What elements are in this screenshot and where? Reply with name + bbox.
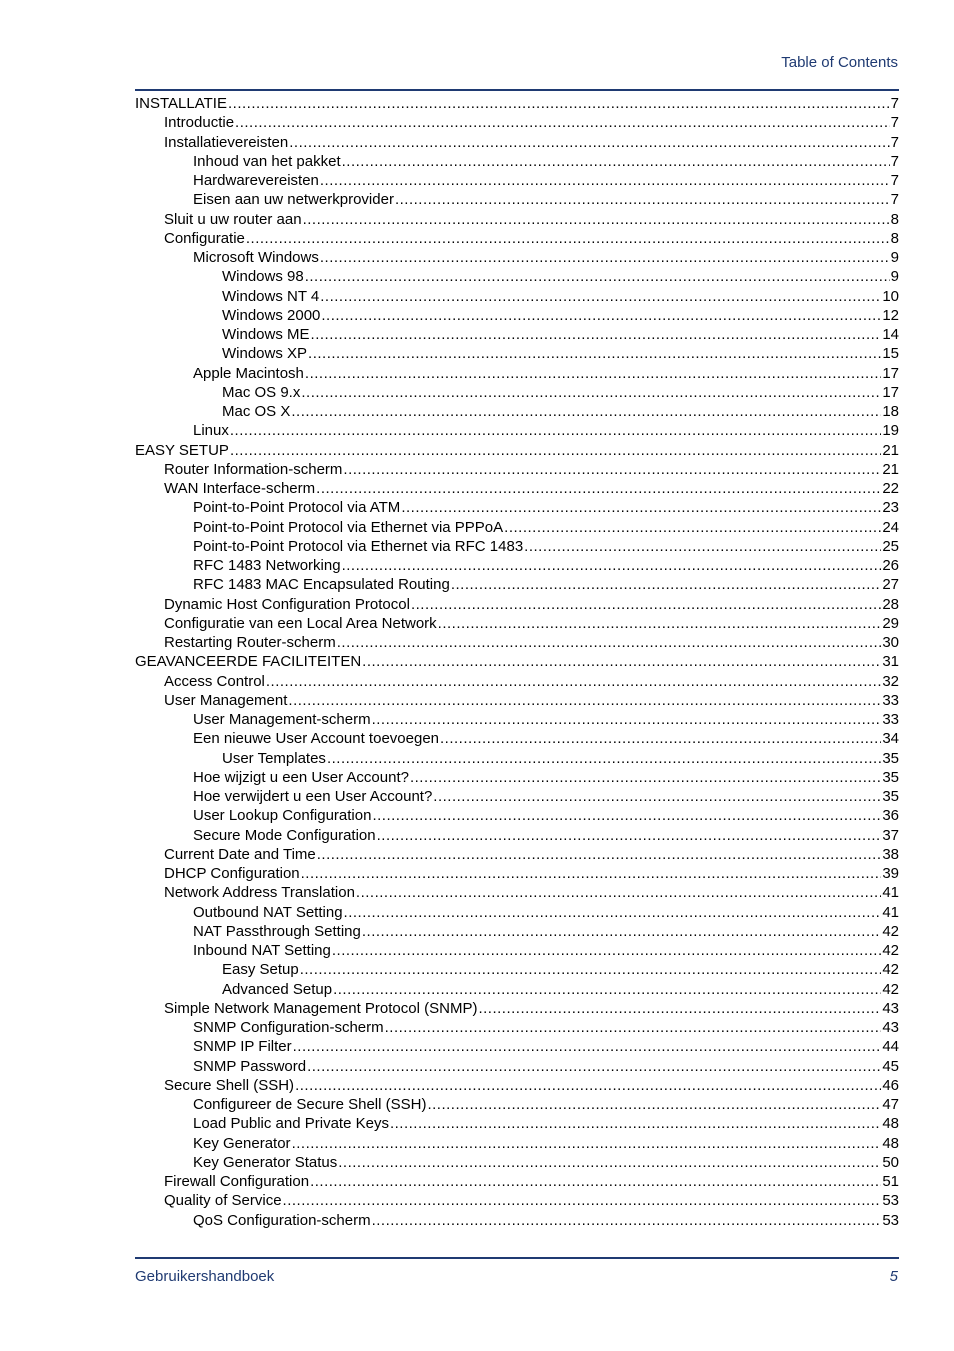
toc-entry-label: NAT Passthrough Setting	[193, 922, 361, 940]
toc-entry-label: Apple Macintosh	[193, 364, 304, 382]
toc-entry-label: Hoe verwijdert u een User Account?	[193, 788, 433, 805]
dot-leader	[289, 133, 889, 152]
toc-entry-label: Firewall Configuration	[164, 1173, 310, 1190]
toc-entry-page: 43	[882, 999, 899, 1017]
toc-entry-label: Easy Setup	[222, 961, 299, 979]
toc-entry-label: Secure Shell (SSH)	[164, 1076, 295, 1094]
toc-entry-label: User Templates	[222, 749, 326, 767]
toc-entry-page: 46	[882, 1076, 899, 1094]
dot-leader	[342, 152, 890, 171]
dot-leader	[344, 903, 882, 922]
toc-entry-label: SNMP Password	[193, 1057, 307, 1075]
dot-leader	[266, 672, 881, 691]
toc-entry[interactable]	[135, 575, 899, 594]
toc-entry[interactable]	[135, 498, 899, 517]
header-rule	[135, 89, 899, 91]
toc-entry-page: 43	[882, 1019, 899, 1036]
toc-entry-page: 21	[882, 460, 899, 478]
toc-entry-page: 18	[882, 403, 899, 420]
dot-leader	[433, 787, 881, 806]
toc-entry[interactable]	[135, 518, 899, 537]
toc-entry-page: 29	[882, 614, 899, 632]
toc-entry-label: User Lookup Configuration	[193, 807, 372, 825]
toc-entry-label: Mac OS X	[222, 403, 291, 420]
toc-entry[interactable]	[135, 364, 899, 383]
toc-entry-label: Key Generator	[193, 1134, 291, 1152]
toc-entry-page: 33	[882, 711, 899, 728]
toc-entry-page: 17	[882, 383, 899, 401]
toc-entry[interactable]	[135, 402, 899, 421]
toc-entry-page: 53	[882, 1192, 899, 1210]
toc-entry[interactable]	[135, 999, 899, 1018]
dot-leader	[310, 1172, 881, 1191]
dot-leader	[427, 1095, 881, 1114]
toc-entry[interactable]	[135, 845, 899, 864]
toc-entry-label: Outbound NAT Setting	[193, 903, 343, 921]
dot-leader	[362, 652, 881, 671]
toc-entry-label: RFC 1483 Networking	[193, 557, 341, 574]
toc-entry-label: WAN Interface-scherm	[164, 480, 316, 497]
toc-entry[interactable]	[135, 1037, 899, 1056]
toc-entry-page: 31	[882, 653, 899, 671]
toc-entry-label: Sluit u uw router aan	[164, 210, 302, 228]
toc-entry[interactable]	[135, 441, 899, 460]
toc-entry-page: 47	[882, 1096, 899, 1113]
toc-entry-label: Windows NT 4	[222, 287, 320, 305]
dot-leader	[451, 575, 882, 594]
toc-entry-label: Router Information-scherm	[164, 460, 343, 478]
toc-entry-label: Configuratie van een Local Area Network	[164, 614, 437, 632]
header-title: Table of Contents	[781, 54, 898, 71]
dot-leader	[305, 267, 890, 286]
toc-entry[interactable]	[135, 460, 899, 479]
toc-entry-page: 35	[882, 749, 899, 767]
dot-leader	[320, 287, 881, 306]
toc-entry-page: 51	[882, 1173, 899, 1190]
dot-leader	[401, 498, 881, 517]
toc-entry-page: 42	[882, 961, 899, 979]
dot-leader	[343, 460, 881, 479]
toc-entry-label: Microsoft Windows	[193, 249, 319, 266]
toc-entry-page: 12	[882, 306, 899, 324]
dot-leader	[235, 113, 890, 132]
dot-leader	[320, 171, 890, 190]
toc-entry-label: SNMP IP Filter	[193, 1038, 292, 1056]
dot-leader	[283, 1191, 882, 1210]
dot-leader	[293, 1037, 882, 1056]
dot-leader	[288, 691, 881, 710]
toc-entry-label: Configuratie	[164, 229, 245, 247]
footer-rule	[135, 1257, 899, 1259]
dot-leader	[230, 441, 881, 460]
dot-leader	[410, 768, 881, 787]
toc-entry[interactable]	[135, 672, 899, 691]
toc-entry-label: Configureer de Secure Shell (SSH)	[193, 1096, 427, 1113]
toc-entry-page: 26	[882, 557, 899, 574]
toc-entry-label: Point-to-Point Protocol via Ethernet via PPPoA	[193, 518, 504, 536]
toc-entry-page: 36	[882, 807, 899, 825]
dot-leader	[303, 210, 890, 229]
toc-entry-label: Inbound NAT Setting	[193, 942, 331, 959]
toc-entry[interactable]	[135, 1057, 899, 1076]
toc-entry[interactable]	[135, 595, 899, 614]
toc-entry-page: 17	[882, 364, 899, 382]
dot-leader	[228, 94, 890, 113]
toc-entry-label: Windows ME	[222, 326, 310, 343]
dot-leader	[321, 306, 881, 325]
toc-entry[interactable]	[135, 614, 899, 633]
toc-entry-label: GEAVANCEERDE FACILITEITEN	[135, 653, 362, 671]
toc-entry-label: Hardwarevereisten	[193, 172, 319, 189]
toc-entry[interactable]	[135, 826, 899, 845]
toc-entry-page: 38	[882, 845, 899, 863]
toc-entry-page: 8	[890, 229, 899, 247]
toc-entry-label: Key Generator Status	[193, 1153, 338, 1171]
dot-leader	[300, 960, 882, 979]
toc-entry-page: 48	[882, 1134, 899, 1152]
toc-entry-label: Windows 2000	[222, 306, 321, 324]
toc-entry[interactable]	[135, 864, 899, 883]
dot-leader	[395, 190, 890, 209]
toc-entry-label: Windows XP	[222, 345, 308, 363]
toc-entry[interactable]	[135, 152, 899, 171]
dot-leader	[230, 421, 881, 440]
toc-entry[interactable]	[135, 633, 899, 652]
toc-entry[interactable]	[135, 768, 899, 787]
toc-entry-page: 53	[882, 1211, 899, 1229]
toc-entry-label: Quality of Service	[164, 1192, 282, 1210]
dot-leader	[320, 248, 890, 267]
toc-entry[interactable]	[135, 210, 899, 229]
toc-entry-label: Installatievereisten	[164, 133, 289, 151]
dot-leader	[305, 364, 881, 383]
dot-leader	[292, 1134, 882, 1153]
toc-entry[interactable]	[135, 229, 899, 248]
toc-entry-label: Access Control	[164, 672, 265, 690]
toc-entry-page: 7	[890, 191, 899, 209]
toc-entry-page: 14	[882, 326, 899, 343]
dot-leader	[372, 1211, 882, 1230]
dot-leader	[356, 883, 881, 902]
toc-entry-label: INSTALLATIE	[135, 95, 227, 112]
toc-entry-page: 35	[882, 768, 899, 786]
toc-entry[interactable]	[135, 325, 899, 344]
toc-entry-label: QoS Configuration-scherm	[193, 1211, 371, 1229]
dot-leader	[440, 729, 881, 748]
toc-entry-page: 41	[882, 903, 899, 921]
toc-entry[interactable]	[135, 248, 899, 267]
toc-entry[interactable]	[135, 1018, 899, 1037]
toc-entry-page: 28	[882, 595, 899, 613]
toc-entry[interactable]	[135, 306, 899, 325]
toc-entry[interactable]	[135, 980, 899, 999]
toc-entry[interactable]	[135, 1153, 899, 1172]
toc-entry[interactable]	[135, 171, 899, 190]
toc-entry-page: 23	[882, 499, 899, 517]
dot-leader	[311, 325, 882, 344]
toc-entry[interactable]	[135, 1095, 899, 1114]
toc-entry-page: 34	[882, 730, 899, 748]
toc-entry-page: 37	[882, 826, 899, 844]
toc-entry-page: 42	[882, 922, 899, 940]
toc-entry-page: 7	[890, 133, 899, 151]
toc-entry[interactable]	[135, 479, 899, 498]
footer-title: Gebruikershandboek	[135, 1268, 275, 1285]
toc-entry-label: Mac OS 9.x	[222, 383, 301, 401]
dot-leader	[333, 980, 881, 999]
toc-entry[interactable]	[135, 691, 899, 710]
toc-entry[interactable]	[135, 1076, 899, 1095]
toc-entry[interactable]	[135, 133, 899, 152]
toc-entry[interactable]	[135, 960, 899, 979]
toc-entry[interactable]	[135, 556, 899, 575]
dot-leader	[337, 633, 882, 652]
toc-entry[interactable]	[135, 806, 899, 825]
dot-leader	[411, 595, 881, 614]
toc-entry-label: User Management	[164, 691, 288, 709]
toc-entry-label: Point-to-Point Protocol via Ethernet via RFC 1483	[193, 537, 524, 555]
toc-entry-label: User Management-scherm	[193, 711, 371, 728]
toc-entry[interactable]	[135, 1134, 899, 1153]
toc-entry-page: 25	[882, 537, 899, 555]
toc-entry-page: 27	[882, 576, 899, 594]
dot-leader	[478, 999, 881, 1018]
dot-leader	[372, 806, 881, 825]
toc-entry[interactable]	[135, 749, 899, 768]
dot-leader	[327, 749, 881, 768]
dot-leader	[524, 537, 881, 556]
toc-entry-page: 45	[882, 1057, 899, 1075]
toc-entry[interactable]	[135, 421, 899, 440]
toc-entry-label: Point-to-Point Protocol via ATM	[193, 499, 401, 517]
toc-entry-page: 41	[882, 884, 899, 902]
toc-entry[interactable]	[135, 267, 899, 286]
toc-entry[interactable]	[135, 729, 899, 748]
toc-entry[interactable]	[135, 883, 899, 902]
dot-leader	[316, 479, 881, 498]
dot-leader	[362, 922, 881, 941]
toc-entry-label: Secure Mode Configuration	[193, 826, 376, 844]
dot-leader	[338, 1153, 881, 1172]
toc-entry-label: Load Public and Private Keys	[193, 1115, 389, 1133]
dot-leader	[246, 229, 890, 248]
toc-entry-page: 9	[890, 249, 899, 266]
dot-leader	[342, 556, 882, 575]
toc-entry-page: 48	[882, 1115, 899, 1133]
toc-entry-page: 39	[882, 865, 899, 882]
dot-leader	[504, 518, 881, 537]
toc-entry-page: 30	[882, 634, 899, 651]
dot-leader	[372, 710, 882, 729]
toc-entry[interactable]	[135, 787, 899, 806]
toc-entry[interactable]	[135, 94, 899, 113]
toc-entry-label: Windows 98	[222, 268, 304, 286]
dot-leader	[390, 1114, 881, 1133]
toc-entry-page: 42	[882, 980, 899, 998]
toc-entry-page: 19	[882, 422, 899, 440]
page-number: 5	[889, 1268, 898, 1285]
toc-entry-label: RFC 1483 MAC Encapsulated Routing	[193, 576, 450, 594]
toc-entry-page: 21	[882, 441, 899, 459]
toc-entry-label: Hoe wijzigt u een User Account?	[193, 768, 409, 786]
toc-entry-label: DHCP Configuration	[164, 865, 300, 882]
dot-leader	[308, 344, 881, 363]
toc-entry-page: 7	[890, 95, 899, 112]
toc-entry[interactable]	[135, 922, 899, 941]
toc-entry-page: 10	[882, 287, 899, 305]
toc-entry-label: Inhoud van het pakket	[193, 152, 341, 170]
toc-entry-label: Introductie	[164, 114, 235, 132]
toc-entry-label: Dynamic Host Configuration Protocol	[164, 595, 410, 613]
toc-entry[interactable]	[135, 190, 899, 209]
dot-leader	[317, 845, 882, 864]
dot-leader	[307, 1057, 881, 1076]
toc-entry-label: Simple Network Management Protocol (SNMP)	[164, 999, 478, 1017]
toc-entry-page: 33	[882, 691, 899, 709]
toc-entry-label: Restarting Router-scherm	[164, 634, 336, 651]
toc-entry-label: Eisen aan uw netwerkprovider	[193, 191, 394, 209]
toc-entry[interactable]	[135, 344, 899, 363]
toc-entry-page: 35	[882, 788, 899, 805]
dot-leader	[332, 941, 881, 960]
table-of-contents	[135, 94, 899, 1230]
dot-leader	[377, 826, 882, 845]
toc-entry[interactable]	[135, 903, 899, 922]
toc-entry[interactable]	[135, 113, 899, 132]
toc-entry-label: SNMP Configuration-scherm	[193, 1019, 384, 1036]
toc-entry-page: 7	[890, 114, 899, 132]
dot-leader	[438, 614, 882, 633]
dot-leader	[291, 402, 881, 421]
toc-entry[interactable]	[135, 537, 899, 556]
toc-entry[interactable]	[135, 710, 899, 729]
toc-entry-page: 24	[882, 518, 899, 536]
toc-entry-page: 44	[882, 1038, 899, 1056]
toc-entry[interactable]	[135, 1114, 899, 1133]
toc-entry-page: 15	[882, 345, 899, 363]
toc-entry-label: Current Date and Time	[164, 845, 316, 863]
dot-leader	[301, 864, 882, 883]
dot-leader	[301, 383, 881, 402]
toc-entry[interactable]	[135, 1191, 899, 1210]
toc-entry-page: 7	[890, 152, 899, 170]
toc-entry-label: Advanced Setup	[222, 980, 333, 998]
toc-entry-label: Een nieuwe User Account toevoegen	[193, 730, 439, 748]
toc-entry[interactable]	[135, 287, 899, 306]
toc-entry-page: 50	[882, 1153, 899, 1171]
dot-leader	[295, 1076, 881, 1095]
toc-entry-page: 42	[882, 942, 899, 959]
toc-entry-page: 22	[882, 480, 899, 497]
toc-entry[interactable]	[135, 941, 899, 960]
toc-entry[interactable]	[135, 383, 899, 402]
toc-entry[interactable]	[135, 1211, 899, 1230]
toc-entry-label: EASY SETUP	[135, 441, 229, 459]
toc-entry-page: 8	[890, 210, 899, 228]
toc-entry[interactable]	[135, 652, 899, 671]
dot-leader	[385, 1018, 882, 1037]
toc-entry-label: Network Address Translation	[164, 884, 355, 902]
toc-entry-label: Linux	[193, 422, 229, 440]
toc-entry-page: 32	[882, 672, 899, 690]
toc-entry-page: 7	[890, 172, 899, 189]
toc-entry[interactable]	[135, 1172, 899, 1191]
toc-entry-page: 9	[890, 268, 899, 286]
